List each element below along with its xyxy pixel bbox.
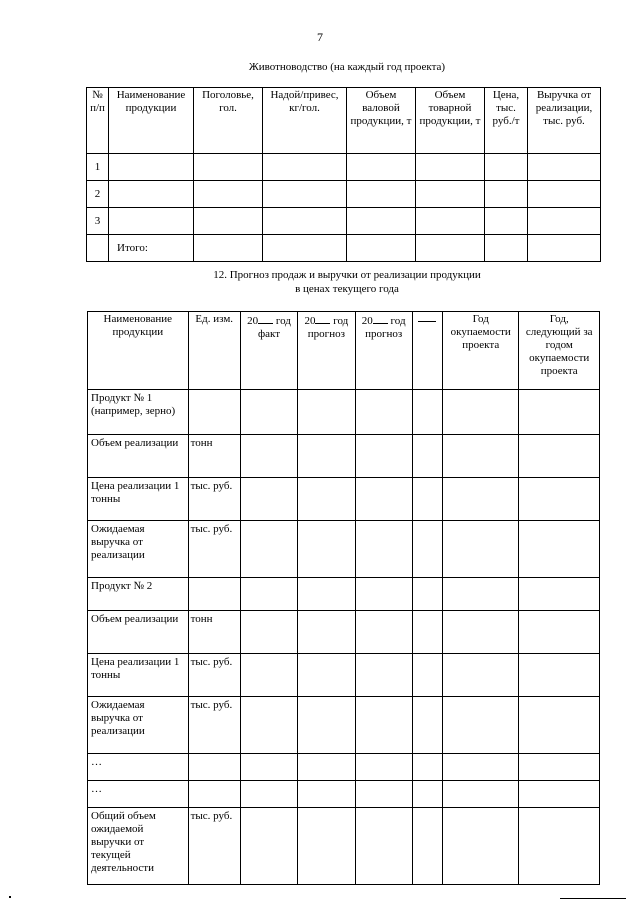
table-cell[interactable] <box>528 181 601 208</box>
table-cell[interactable] <box>519 478 600 521</box>
table-cell[interactable] <box>298 611 355 654</box>
year-blank[interactable] <box>258 313 273 324</box>
row-number: 1 <box>87 154 109 181</box>
table-cell[interactable] <box>240 697 297 754</box>
table-row <box>88 478 600 521</box>
table-cell[interactable] <box>298 578 355 611</box>
col-header-blank <box>412 312 442 390</box>
table-cell[interactable] <box>412 654 442 697</box>
table-cell[interactable] <box>240 390 297 435</box>
table-cell[interactable] <box>416 154 485 181</box>
row-unit: тыс. руб. <box>188 808 240 885</box>
table-row <box>87 154 601 181</box>
table-cell[interactable] <box>528 154 601 181</box>
table-cell[interactable] <box>355 611 412 654</box>
livestock-table <box>86 87 601 262</box>
col-header-gross-volume: Объем валовой продукции, т <box>347 88 416 154</box>
scan-mark <box>9 896 11 898</box>
table-cell[interactable] <box>240 781 297 808</box>
year-blank[interactable] <box>373 313 388 324</box>
table-cell[interactable] <box>519 390 600 435</box>
table-cell[interactable] <box>355 478 412 521</box>
table-cell[interactable] <box>355 781 412 808</box>
footer-line <box>560 898 602 899</box>
table-cell[interactable] <box>412 390 442 435</box>
page-number: 7 <box>317 30 323 44</box>
year-suffix: год <box>275 315 291 327</box>
table-cell[interactable] <box>443 435 519 478</box>
table-header-row <box>88 312 600 390</box>
section-title-sales-forecast <box>0 268 640 296</box>
table-cell[interactable] <box>443 390 519 435</box>
row-label: Продукт № 1 (например, зерно) <box>88 390 189 435</box>
table-cell[interactable] <box>263 208 347 235</box>
table-cell[interactable] <box>240 754 297 781</box>
table-cell[interactable] <box>194 154 263 181</box>
table-cell[interactable] <box>519 654 600 697</box>
table-cell[interactable] <box>240 654 297 697</box>
table-cell[interactable] <box>263 235 347 262</box>
table-cell[interactable] <box>443 808 519 885</box>
table-cell[interactable] <box>485 208 528 235</box>
table-cell[interactable] <box>443 781 519 808</box>
row-label: … <box>88 781 189 808</box>
table-cell[interactable] <box>528 208 601 235</box>
table-cell[interactable] <box>416 181 485 208</box>
col-header-payback-year: Год окупаемости проекта <box>443 312 519 390</box>
table-cell[interactable] <box>443 521 519 578</box>
table-cell[interactable] <box>519 578 600 611</box>
col-header-year-fact <box>240 312 297 390</box>
table-cell[interactable] <box>443 697 519 754</box>
row-unit: тыс. руб. <box>188 478 240 521</box>
section-title-line1: 12. Прогноз продаж и выручки от реализации продукции <box>213 269 481 281</box>
table-cell[interactable] <box>355 521 412 578</box>
table-cell[interactable] <box>355 808 412 885</box>
col-header-price: Цена, тыс. руб./т <box>485 88 528 154</box>
table-row-total <box>87 235 601 262</box>
table-cell[interactable] <box>412 697 442 754</box>
table-row <box>88 578 600 611</box>
table-row <box>87 181 601 208</box>
table-cell[interactable] <box>194 181 263 208</box>
table-cell[interactable] <box>240 521 297 578</box>
col-header-commodity-volume: Объем товарной продукции, т <box>416 88 485 154</box>
col-header-product-name: Наименование продукции <box>109 88 194 154</box>
table-cell[interactable] <box>412 435 442 478</box>
table-cell[interactable] <box>519 697 600 754</box>
section-title-livestock: Животноводство (на каждый год проекта) <box>248 61 446 73</box>
table-cell[interactable] <box>109 181 194 208</box>
table-cell[interactable] <box>412 478 442 521</box>
table-cell[interactable] <box>347 208 416 235</box>
year-suffix: год <box>390 315 406 327</box>
col-header-yield: Надой/привес, кг/гол. <box>263 88 347 154</box>
table-row <box>88 697 600 754</box>
table-cell[interactable] <box>412 578 442 611</box>
table-cell[interactable] <box>298 478 355 521</box>
table-cell[interactable] <box>355 390 412 435</box>
row-label: Цена реализации 1 тонны <box>88 478 189 521</box>
table-row <box>88 808 600 885</box>
table-row <box>88 654 600 697</box>
table-cell[interactable] <box>485 181 528 208</box>
row-unit: тыс. руб. <box>188 697 240 754</box>
forecast-label: прогноз <box>365 328 403 340</box>
table-cell[interactable] <box>355 578 412 611</box>
row-label: Продукт № 2 <box>88 578 189 611</box>
table-header-row <box>87 88 601 154</box>
table-cell[interactable] <box>347 181 416 208</box>
table-cell[interactable] <box>443 478 519 521</box>
table-cell[interactable] <box>412 611 442 654</box>
table-row <box>88 435 600 478</box>
table-cell[interactable] <box>298 781 355 808</box>
table-row <box>88 390 600 435</box>
year-prefix: 20 <box>247 315 259 327</box>
table-cell[interactable] <box>412 781 442 808</box>
col-header-after-payback-year: Год, следующий за годом окупаемости проекта <box>519 312 600 390</box>
col-header-number: № п/п <box>87 88 109 154</box>
table-cell[interactable] <box>519 754 600 781</box>
year-prefix: 20 <box>361 315 373 327</box>
table-cell[interactable] <box>443 654 519 697</box>
table-cell <box>87 235 109 262</box>
col-header-livestock-count: Поголовье, гол. <box>194 88 263 154</box>
table-cell[interactable] <box>347 154 416 181</box>
table-cell[interactable] <box>412 808 442 885</box>
table-cell[interactable] <box>485 235 528 262</box>
table-cell[interactable] <box>263 181 347 208</box>
col-header-revenue: Выручка от реализации, тыс. руб. <box>528 88 601 154</box>
row-unit: тонн <box>188 435 240 478</box>
row-label: Общий объем ожидаемой выручки от текущей деятельности <box>88 808 189 885</box>
table-row <box>88 754 600 781</box>
col-header-year-forecast-1 <box>298 312 355 390</box>
table-cell[interactable] <box>412 521 442 578</box>
table-cell[interactable] <box>263 154 347 181</box>
table-cell[interactable] <box>298 654 355 697</box>
sales-forecast-table <box>87 311 600 885</box>
table-cell[interactable] <box>519 808 600 885</box>
table-cell[interactable] <box>347 235 416 262</box>
row-unit: тыс. руб. <box>188 654 240 697</box>
row-label: Ожидаемая выручка от реализации <box>88 697 189 754</box>
row-unit: тонн <box>188 611 240 654</box>
total-label: Итого: <box>109 235 194 262</box>
row-label: Объем реализации <box>88 611 189 654</box>
table-cell[interactable] <box>240 578 297 611</box>
table-cell[interactable] <box>485 154 528 181</box>
row-label: Цена реализации 1 тонны <box>88 654 189 697</box>
table-cell[interactable] <box>443 611 519 654</box>
table-cell[interactable] <box>240 478 297 521</box>
row-number: 3 <box>87 208 109 235</box>
table-cell[interactable] <box>298 390 355 435</box>
year-prefix: 20 <box>304 315 316 327</box>
table-cell[interactable] <box>240 435 297 478</box>
table-cell[interactable] <box>355 697 412 754</box>
table-row <box>88 521 600 578</box>
table-cell[interactable] <box>355 754 412 781</box>
row-number: 2 <box>87 181 109 208</box>
row-unit <box>188 578 240 611</box>
row-label: Объем реализации <box>88 435 189 478</box>
fact-label: факт <box>258 328 281 340</box>
table-cell[interactable] <box>443 578 519 611</box>
table-cell[interactable] <box>443 754 519 781</box>
table-cell[interactable] <box>298 435 355 478</box>
col-header-unit: Ед. изм. <box>188 312 240 390</box>
footer-line <box>602 898 626 899</box>
table-cell[interactable] <box>240 611 297 654</box>
table-cell[interactable] <box>519 435 600 478</box>
table-cell[interactable] <box>109 154 194 181</box>
year-blank[interactable] <box>315 313 330 324</box>
table-cell[interactable] <box>355 435 412 478</box>
col-header-product-name: Наименование продукции <box>88 312 189 390</box>
table-cell[interactable] <box>519 781 600 808</box>
table-cell[interactable] <box>194 208 263 235</box>
year-suffix: год <box>333 315 349 327</box>
row-unit <box>188 781 240 808</box>
table-row <box>88 611 600 654</box>
table-cell[interactable] <box>416 235 485 262</box>
row-unit <box>188 390 240 435</box>
row-unit <box>188 754 240 781</box>
table-cell[interactable] <box>298 754 355 781</box>
row-unit: тыс. руб. <box>188 521 240 578</box>
blank-line[interactable] <box>418 313 436 322</box>
forecast-label: прогноз <box>307 328 345 340</box>
table-cell[interactable] <box>298 697 355 754</box>
table-cell[interactable] <box>240 808 297 885</box>
table-cell[interactable] <box>355 654 412 697</box>
table-cell[interactable] <box>298 808 355 885</box>
table-cell[interactable] <box>519 521 600 578</box>
table-cell[interactable] <box>412 754 442 781</box>
row-label: … <box>88 754 189 781</box>
section-title-line2: в ценах текущего года <box>295 283 399 295</box>
table-row <box>87 208 601 235</box>
table-cell[interactable] <box>298 521 355 578</box>
row-label: Ожидаемая выручка от реализации <box>88 521 189 578</box>
table-cell[interactable] <box>528 235 601 262</box>
table-row <box>88 781 600 808</box>
col-header-year-forecast-2 <box>355 312 412 390</box>
table-cell[interactable] <box>416 208 485 235</box>
table-cell[interactable] <box>519 611 600 654</box>
table-cell[interactable] <box>109 208 194 235</box>
table-cell[interactable] <box>194 235 263 262</box>
